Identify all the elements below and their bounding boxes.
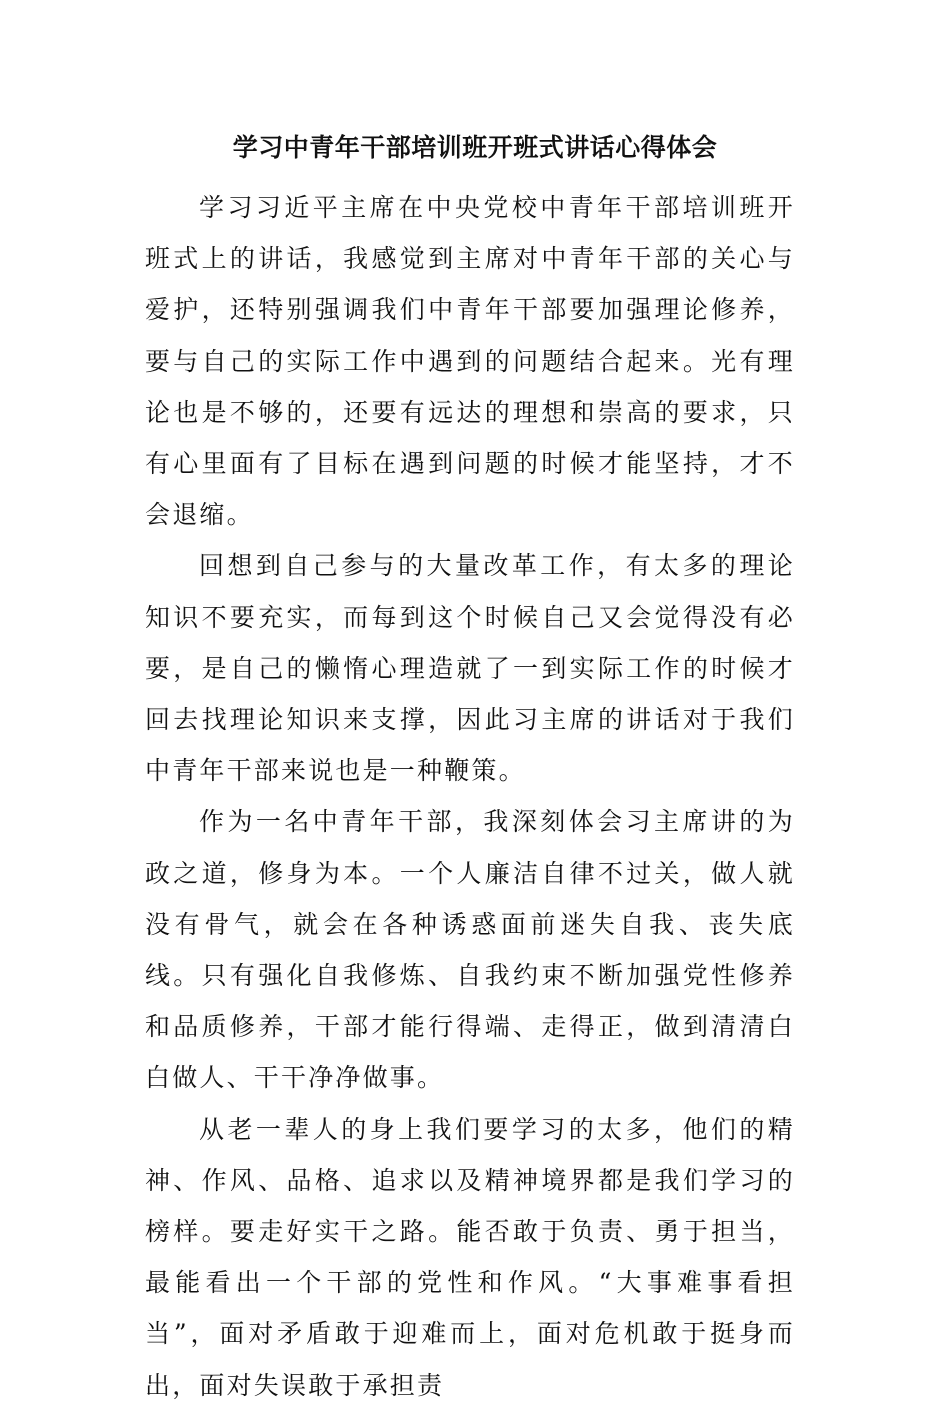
paragraph-3: 作为一名中青年干部，我深刻体会习主席讲的为政之道，修身为本。一个人廉洁自律不过关，做人就没有骨气，就会在各种诱惑面前迷失自我、丧失底线。只有强化自我修炼、自我约束不断加强党性修养和品质修养，干部才能行得端、走得正，做到清清白白做人、干干净净做事。: [145, 807, 795, 1093]
document-body: [145, 182, 795, 1411]
paragraph-4: 从老一辈人的身上我们要学习的太多，他们的精神、作风、品格、追求以及精神境界都是我们学习的榜样。要走好实干之路。能否敢于负责、勇于担当，最能看出一个干部的党性和作风。“大事难事看担当”，面对矛盾敢于迎难而上，面对危机敢于挺身而出，面对失误敢于承担责: [145, 1114, 795, 1400]
document-title: 学习中青年干部培训班开班式讲话心得体会: [232, 133, 718, 162]
paragraph-1: 学习习近平主席在中央党校中青年干部培训班开班式上的讲话，我感觉到主席对中青年干部的关心与爱护，还特别强调我们中青年干部要加强理论修养，要与自己的实际工作中遇到的问题结合起来。光有理论也是不够的，还要有远达的理想和崇高的要求，只有心里面有了目标在遇到问题的时候才能坚持，才不会退缩。: [145, 193, 795, 530]
paragraph-2: 回想到自己参与的大量改革工作，有太多的理论知识不要充实，而每到这个时候自己又会觉得没有必要，是自己的懒惰心理造就了一到实际工作的时候才回去找理论知识来支撑，因此习主席的讲话对于我们中青年干部来说也是一种鞭策。: [145, 551, 795, 786]
